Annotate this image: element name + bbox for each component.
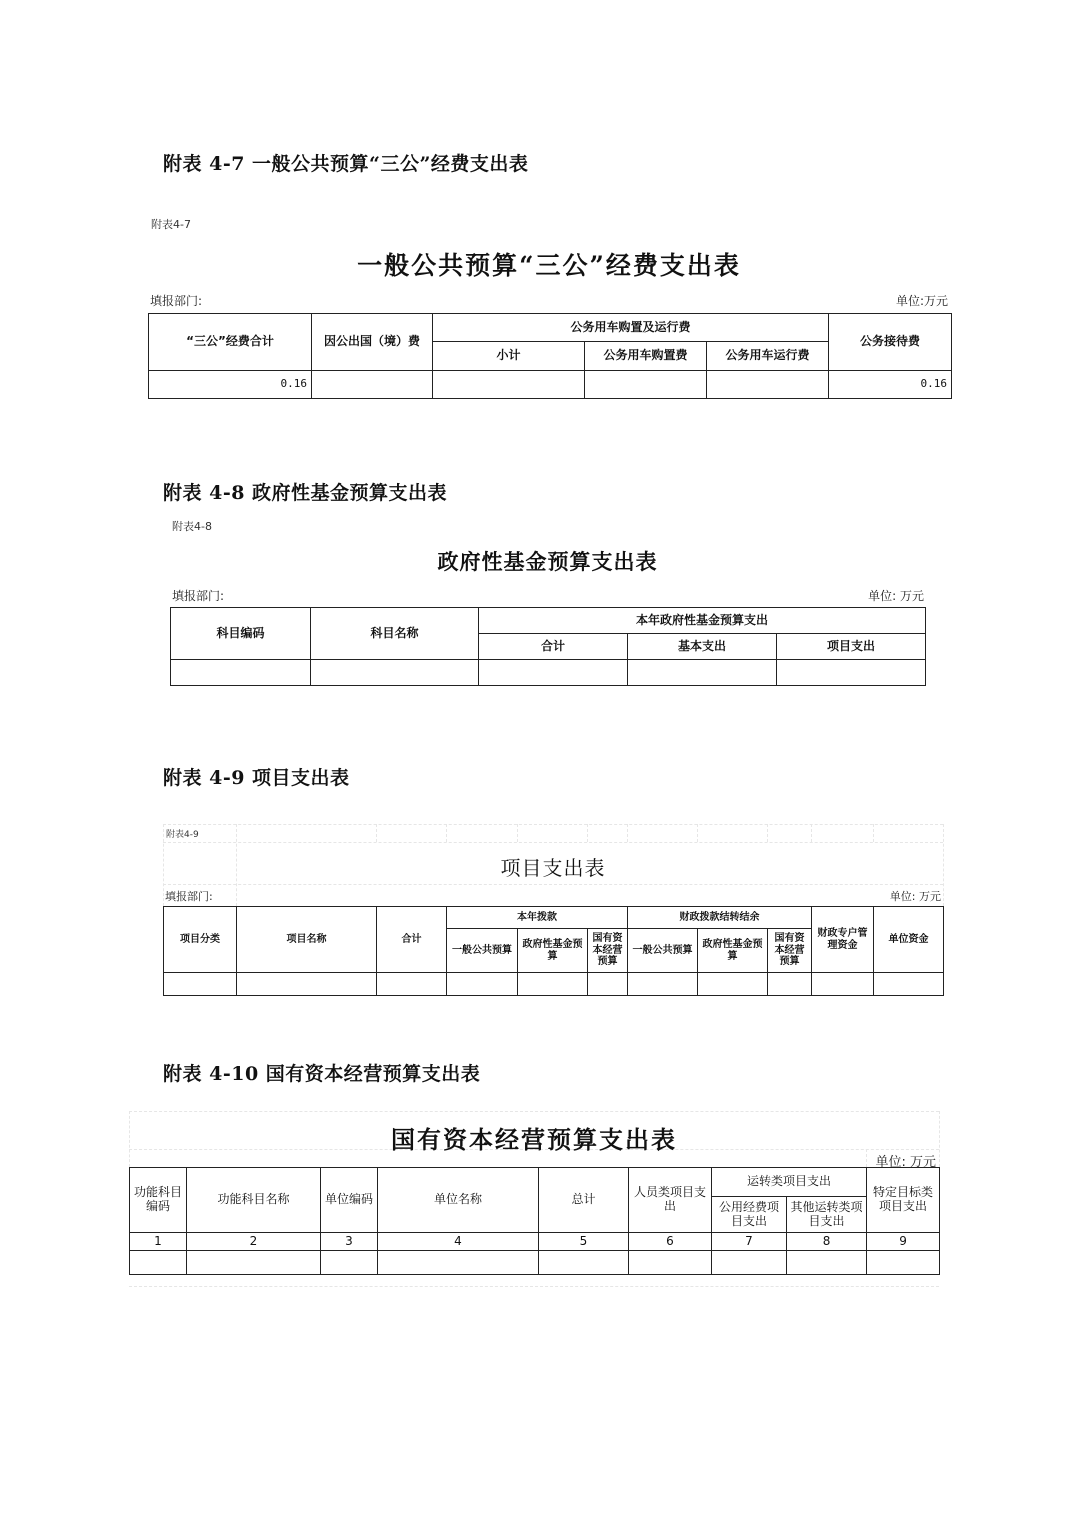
cell-reception: 0.16 bbox=[829, 371, 952, 399]
faint-gridline bbox=[446, 824, 447, 842]
col-number: 9 bbox=[867, 1233, 940, 1251]
header-other-transfer: 其他运转类项目支出 bbox=[787, 1197, 867, 1233]
header-carry-state-capital: 国有资本经营预算 bbox=[768, 929, 812, 973]
unit-label-4-7: 单位:万元 bbox=[895, 294, 948, 308]
header-transfer-group: 运转类项目支出 bbox=[712, 1168, 867, 1197]
header-purchase: 公务用车购置费 bbox=[585, 342, 707, 371]
column-number-row bbox=[130, 1233, 940, 1251]
header-gov-fund: 政府性基金预算 bbox=[518, 929, 588, 973]
table-tag-4-9: 附表4-9 bbox=[166, 830, 199, 840]
dept-label-4-8: 填报部门: bbox=[172, 589, 225, 603]
col-number: 7 bbox=[712, 1233, 787, 1251]
header-state-capital: 国有资本经营预算 bbox=[588, 929, 628, 973]
faint-gridline bbox=[129, 1111, 939, 1112]
faint-gridline bbox=[697, 824, 698, 842]
header-unit-code: 单位编码 bbox=[321, 1168, 378, 1233]
table-4-8 bbox=[170, 607, 926, 686]
header-special-account: 财政专户管理资金 bbox=[812, 907, 874, 973]
header-fund-group: 本年政府性基金预算支出 bbox=[479, 608, 926, 634]
table-title-4-9: 项目支出表 bbox=[500, 856, 606, 880]
col-number: 4 bbox=[378, 1233, 539, 1251]
section-heading-4-7: 附表 4-7 一般公共预算“三公”经费支出表 bbox=[163, 153, 529, 175]
cell-operation bbox=[707, 371, 829, 399]
header-total: 总计 bbox=[539, 1168, 629, 1233]
faint-gridline bbox=[163, 842, 943, 843]
faint-gridline bbox=[376, 824, 377, 842]
faint-gridline bbox=[811, 824, 812, 842]
header-func-name: 功能科目名称 bbox=[187, 1168, 321, 1233]
header-unit-name: 单位名称 bbox=[378, 1168, 539, 1233]
table-row bbox=[149, 371, 952, 399]
header-public-expense: 公用经费项目支出 bbox=[712, 1197, 787, 1233]
unit-label-4-10: 单位: 万元 bbox=[875, 1155, 936, 1170]
col-number: 6 bbox=[629, 1233, 712, 1251]
table-4-9 bbox=[163, 906, 944, 996]
table-title-4-10: 国有资本经营预算支出表 bbox=[391, 1125, 677, 1154]
faint-gridline bbox=[163, 824, 943, 825]
header-category: 项目分类 bbox=[164, 907, 237, 973]
header-name: 科目名称 bbox=[311, 608, 479, 660]
header-total: “三公”经费合计 bbox=[149, 314, 312, 371]
faint-gridline bbox=[873, 824, 874, 842]
unit-label-4-8: 单位: 万元 bbox=[868, 589, 924, 603]
faint-gridline bbox=[517, 824, 518, 842]
table-4-7 bbox=[148, 313, 952, 399]
header-current-group: 本年拨款 bbox=[447, 907, 628, 929]
dept-label-4-7: 填报部门: bbox=[150, 294, 203, 308]
table-row bbox=[164, 973, 944, 996]
header-general: 一般公共预算 bbox=[447, 929, 518, 973]
faint-gridline bbox=[767, 824, 768, 842]
faint-gridline bbox=[943, 824, 944, 906]
cell-abroad bbox=[312, 371, 433, 399]
header-sum: 合计 bbox=[479, 634, 628, 660]
faint-gridline bbox=[939, 1111, 940, 1167]
header-sum: 合计 bbox=[377, 907, 447, 973]
header-subtotal: 小计 bbox=[433, 342, 585, 371]
col-number: 1 bbox=[130, 1233, 187, 1251]
header-reception: 公务接待费 bbox=[829, 314, 952, 371]
header-carry-general: 一般公共预算 bbox=[628, 929, 698, 973]
header-unit-funds: 单位资金 bbox=[874, 907, 944, 973]
faint-gridline bbox=[163, 884, 943, 885]
table-tag-4-8: 附表4-8 bbox=[172, 520, 212, 533]
section-heading-4-8: 附表 4-8 政府性基金预算支出表 bbox=[163, 482, 448, 504]
header-basic: 基本支出 bbox=[628, 634, 777, 660]
cell-subtotal bbox=[433, 371, 585, 399]
header-func-code: 功能科目编码 bbox=[130, 1168, 187, 1233]
col-number: 5 bbox=[539, 1233, 629, 1251]
faint-gridline bbox=[587, 824, 588, 842]
header-specific: 特定目标类项目支出 bbox=[867, 1168, 940, 1233]
section-heading-4-10: 附表 4-10 国有资本经营预算支出表 bbox=[163, 1063, 481, 1085]
header-project: 项目支出 bbox=[777, 634, 926, 660]
table-row bbox=[171, 660, 926, 686]
dept-label-4-9: 填报部门: bbox=[165, 890, 213, 903]
section-heading-4-9: 附表 4-9 项目支出表 bbox=[163, 767, 350, 789]
table-title-4-8: 政府性基金预算支出表 bbox=[437, 549, 658, 574]
header-abroad: 因公出国（境）费 bbox=[312, 314, 433, 371]
header-carry-group: 财政拨款结转结余 bbox=[628, 907, 812, 929]
unit-label-4-9: 单位: 万元 bbox=[889, 890, 941, 903]
faint-gridline bbox=[129, 1286, 939, 1287]
header-operation: 公务用车运行费 bbox=[707, 342, 829, 371]
col-number: 3 bbox=[321, 1233, 378, 1251]
table-title-4-7: 一般公共预算“三公”经费支出表 bbox=[357, 251, 741, 280]
col-number: 2 bbox=[187, 1233, 321, 1251]
header-code: 科目编码 bbox=[171, 608, 311, 660]
col-number: 8 bbox=[787, 1233, 867, 1251]
cell-total: 0.16 bbox=[149, 371, 312, 399]
cell-purchase bbox=[585, 371, 707, 399]
header-name: 项目名称 bbox=[237, 907, 377, 973]
table-tag-4-7: 附表4-7 bbox=[151, 218, 191, 231]
faint-gridline bbox=[627, 824, 628, 842]
table-row bbox=[130, 1251, 940, 1275]
header-personnel: 人员类项目支出 bbox=[629, 1168, 712, 1233]
table-4-10 bbox=[129, 1167, 940, 1275]
header-carry-gov-fund: 政府性基金预算 bbox=[698, 929, 768, 973]
header-vehicle-group: 公务用车购置及运行费 bbox=[433, 314, 829, 342]
